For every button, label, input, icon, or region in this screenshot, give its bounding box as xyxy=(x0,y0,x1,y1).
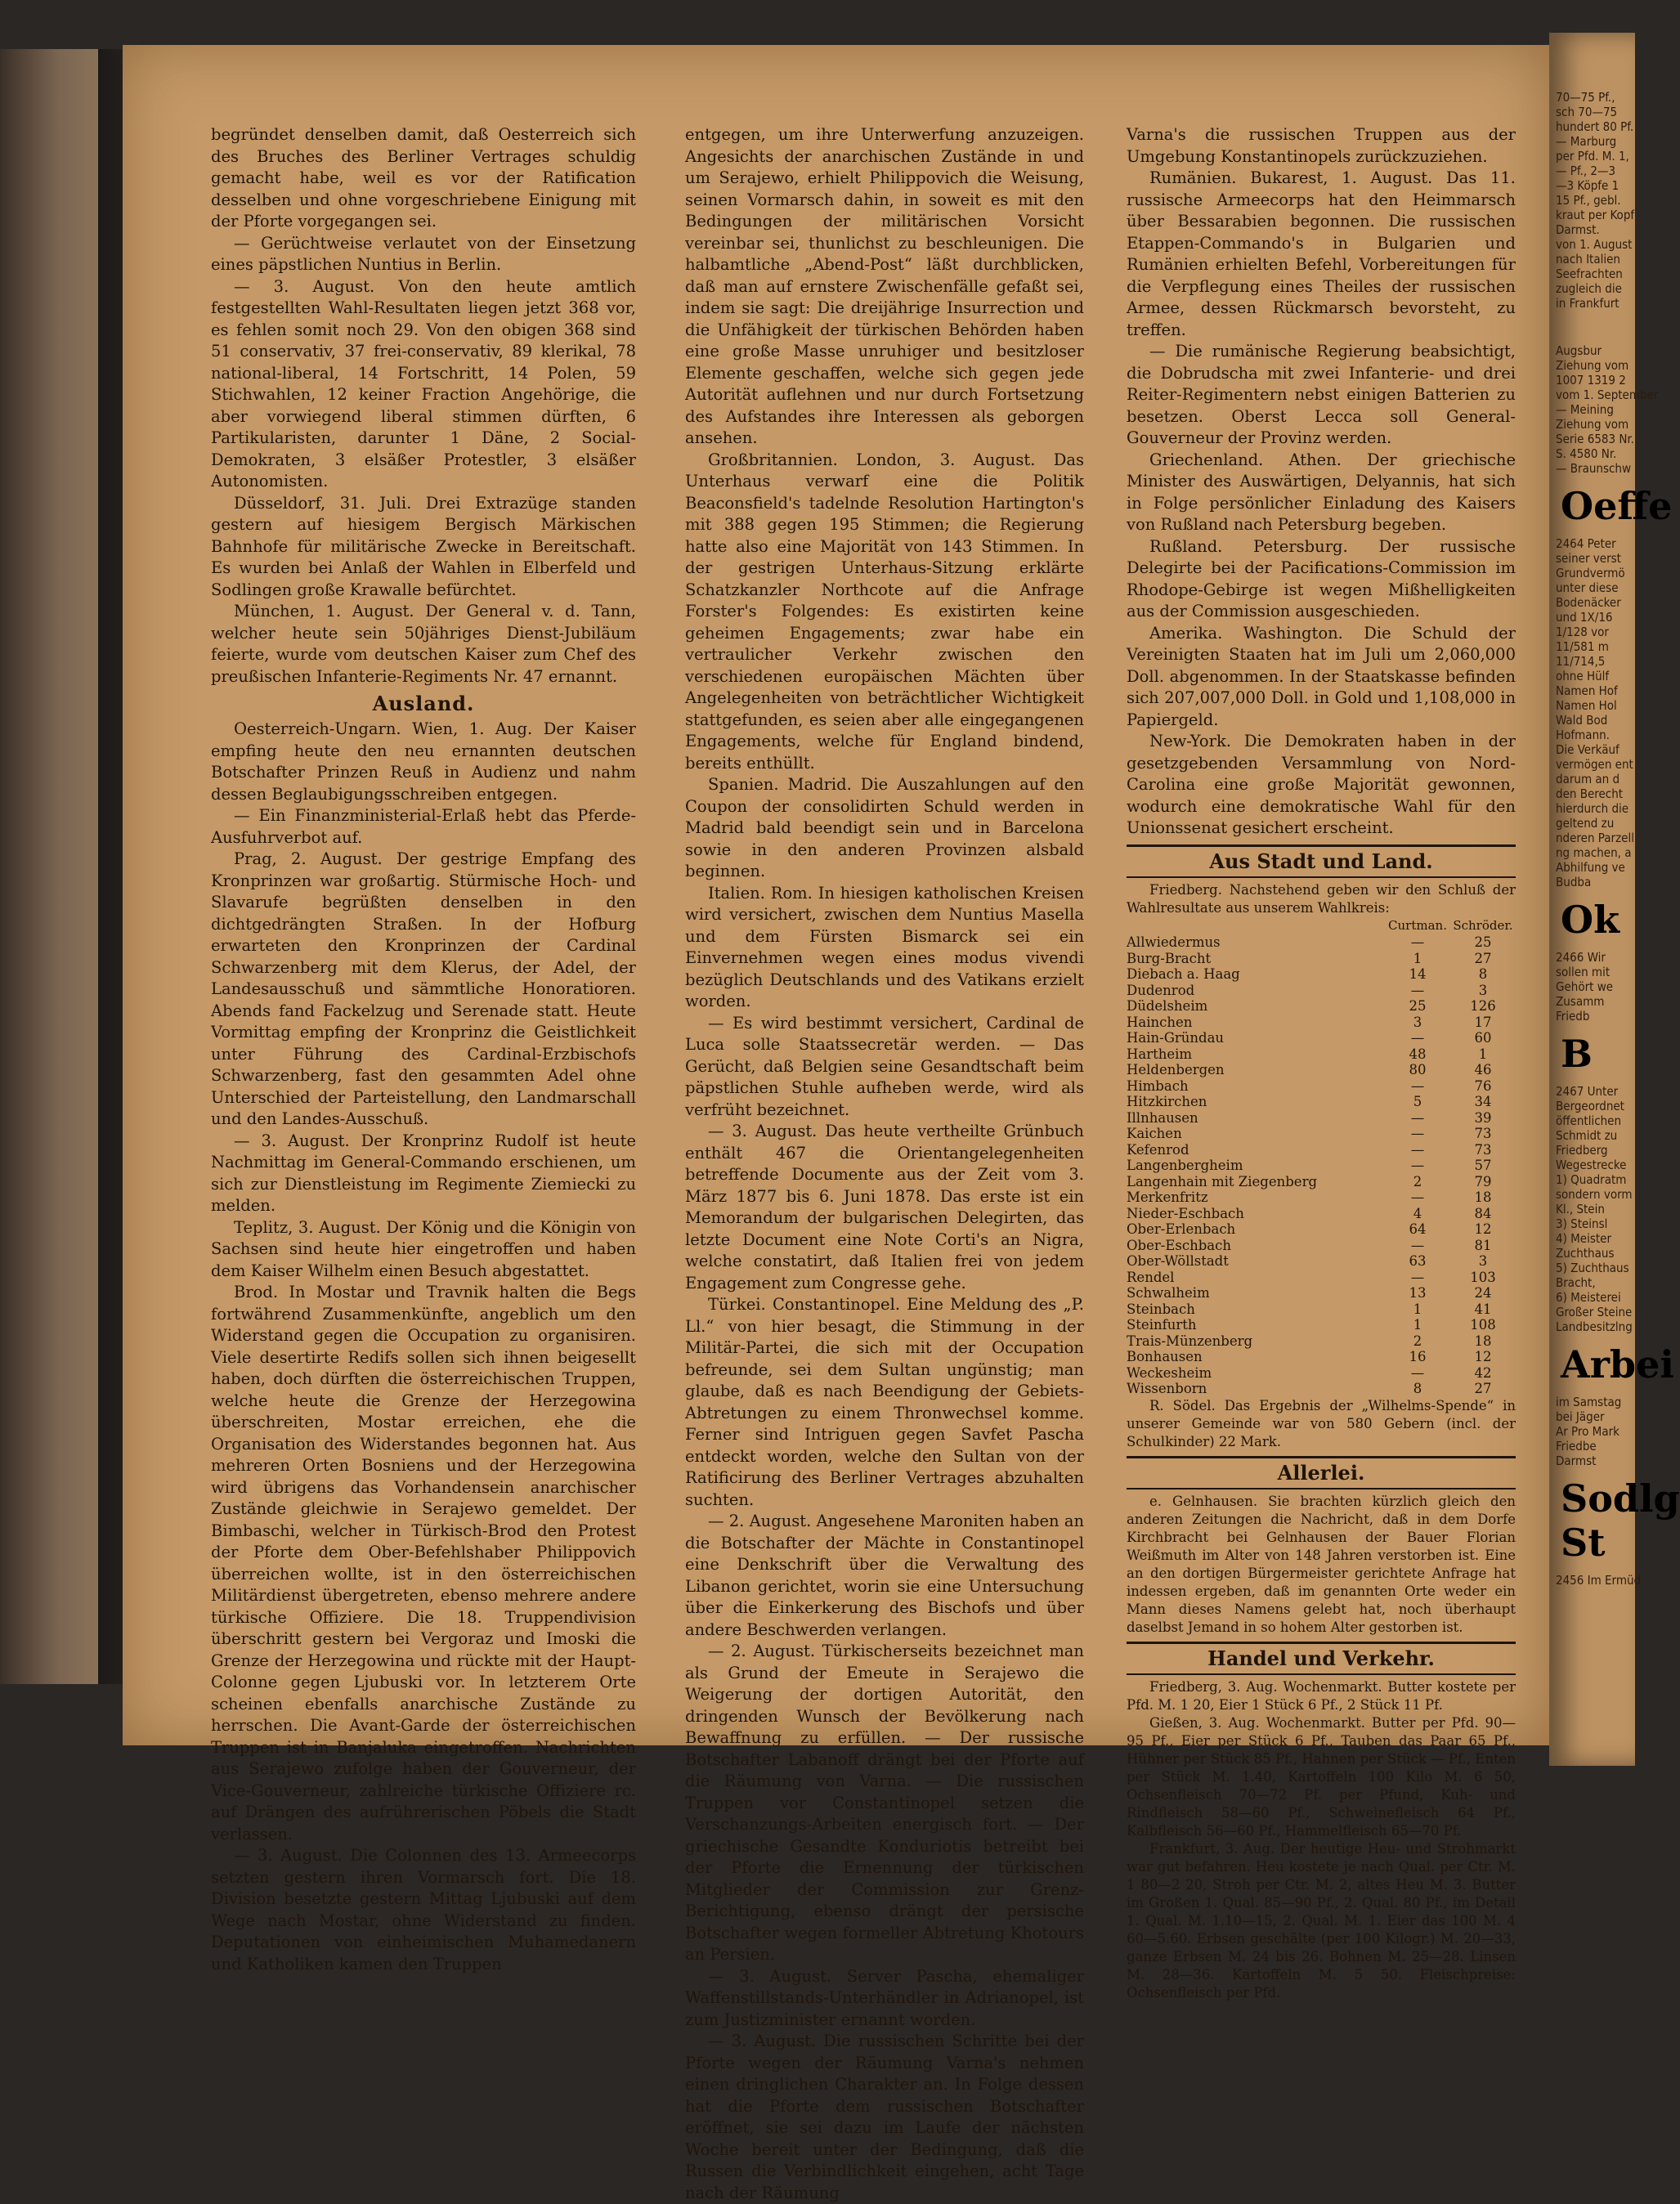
paragraph: Düsseldorf, 31. Juli. Drei Extrazüge standen gestern auf hiesigem Bergisch Märkischen Bahnhofe für militärische Zwecke in Bereitschaft. Es wurden bei Anlaß der Wahlen in Elberfeld und Sodlingen große Krawalle befürchtet. xyxy=(211,493,636,599)
strip-line: Wegestrecke xyxy=(1556,1158,1627,1172)
strip-line: Kl., Stein xyxy=(1556,1202,1605,1216)
section-heading-handel-und-verkehr: Handel und Verkehr. xyxy=(1127,1642,1516,1675)
table-row xyxy=(1127,1158,1516,1174)
strip-line: Hofmann. xyxy=(1556,728,1610,742)
strip-line: 15 Pf., gebl. xyxy=(1556,193,1621,208)
cell-schroeder: 17 xyxy=(1474,1014,1492,1030)
strip-heading: Sodlg St xyxy=(1561,1476,1680,1565)
cell-schroeder: 12 xyxy=(1474,1349,1492,1364)
strip-line: nderen Parzell xyxy=(1556,831,1634,845)
cell-schroeder: 57 xyxy=(1474,1158,1492,1173)
paragraph: Friedberg, 3. Aug. Wochenmarkt. Butter kostete per Pfd. M. 1 20, Eier 1 Stück 6 Pf., 2 Stück 11 Pf. xyxy=(1127,1678,1516,1713)
strip-line: Seefrachten xyxy=(1556,267,1623,281)
column-3 xyxy=(1127,124,1516,2002)
paragraph: Türkei. Constantinopel. Eine Meldung des „P. Ll.“ von hier besagt, die Stimmung in der Militär-Partei, die sich mit der Occupation befreunde, sei dem Sultan ungünstig; man glaube, daß es nach Beendigung der Gebiets-Abtretungen zu einem Thronwechsel komme. Ferner sind Intriguen gegen Savfet Pascha entdeckt worden, welche den Sultan von der Ratificirung des Berliner Vertrages abzuhalten suchten. xyxy=(685,1295,1084,1509)
cell-schroeder: 81 xyxy=(1474,1237,1492,1253)
cell-schroeder: 34 xyxy=(1474,1094,1492,1109)
paragraph: Rumänien. Bukarest, 1. August. Das 11. russische Armeecorps hat den Heimmarsch über Bessarabien begonnen. Die russischen Etappen-Commando's in Bulgarien und Rumänien erhielten Befehl, Vorbereitungen für die Verpflegung eines Theiles der russischen Armee, dessen Rückmarsch bevorsteht, zu treffen. xyxy=(1127,168,1516,339)
table-row xyxy=(1127,1206,1516,1222)
strip-line: von 1. August xyxy=(1556,237,1633,252)
cell-schroeder: 76 xyxy=(1474,1077,1492,1094)
cell-curtman: — xyxy=(1410,1189,1425,1205)
strip-line: und 1X/16 xyxy=(1556,610,1613,625)
paragraph: — Es wird bestimmt versichert, Cardinal de Luca solle Staatssecretär werden. — Das Gerücht, daß Belgien seine Gesandtschaft beim päpstlichen Stuhle aufheben werde, wird als verfrüht bezeichnet. xyxy=(685,1013,1084,1119)
table-row xyxy=(1127,951,1516,967)
cell-curtman: 4 xyxy=(1413,1205,1422,1221)
cell-schroeder: 3 xyxy=(1478,1253,1488,1269)
strip-line: 3) Steinsl xyxy=(1556,1216,1608,1231)
strip-line: vermögen ent xyxy=(1556,757,1633,772)
strip-line: Zuchthaus xyxy=(1556,1246,1615,1261)
cell-schroeder: 108 xyxy=(1470,1317,1496,1333)
cell-place: Dudenrod xyxy=(1127,982,1195,998)
cell-place: Rendel xyxy=(1127,1269,1175,1285)
cell-curtman: — xyxy=(1410,982,1425,998)
table-row xyxy=(1127,966,1516,983)
cell-schroeder: 8 xyxy=(1478,966,1488,982)
paragraph: Rußland. Petersburg. Der russische Delegirte bei der Pacifications-Commission im Rhodope-Gebirge ist wegen Mißhelligkeiten aus der Commission ausgeschieden. xyxy=(1127,536,1516,620)
table-row xyxy=(1127,1046,1516,1063)
strip-line: Großer Steine xyxy=(1556,1305,1633,1319)
strip-line: vom 1. September xyxy=(1556,387,1659,402)
paragraph: — Ein Finanzministerial-Erlaß hebt das Pferde-Ausfuhrverbot auf. xyxy=(211,806,636,847)
adjacent-page-strip xyxy=(1549,33,1680,1766)
cell-curtman: — xyxy=(1410,1109,1425,1126)
strip-line: Bergeordnet xyxy=(1556,1099,1624,1113)
paragraph: — Die rumänische Regierung beabsichtigt, die Dobrudscha mit zwei Infanterie- und drei Reiter-Regimentern nebst einigen Batterien zu besetzen. Oberst Lecca soll General-Gouverneur der Provinz werden. xyxy=(1127,342,1516,447)
cell-curtman: 80 xyxy=(1409,1062,1427,1077)
paragraph: entgegen, um ihre Unterwerfung anzuzeigen. Angesichts der anarchischen Zustände in und um Serajewo, erhielt Philippovich die Weisung, seinen Vormarsch dahin, in soweit es mit den Bedingungen der militärischen Vorsicht vereinbar sei, thunlichst zu beschleunigen. Die halbamtliche „Abend-Post“ läßt durchblicken, daß man auf ernstere Zwischenfälle gefaßt sei, indem sie sagt: Die dreijährige Insurrection und die Unfähigkeit der türkischen Behörden haben eine große Masse unruhiger und besitzloser Elemente geschaffen, welche sich gegen jede Autorität auflehnen und nur durch Fortsetzung des Aufstandes ihre Interessen als geborgen ansehen. xyxy=(685,125,1084,447)
strip-line: Ziehung vom xyxy=(1556,417,1629,432)
cell-place: Ober-Eschbach xyxy=(1127,1237,1231,1253)
cell-curtman: 1 xyxy=(1413,950,1422,966)
cell-curtman: 63 xyxy=(1409,1253,1427,1269)
strip-line: kraut per Kopf xyxy=(1556,208,1635,222)
cell-place: Ober-Wöllstadt xyxy=(1127,1253,1229,1269)
cell-schroeder: 18 xyxy=(1474,1333,1492,1349)
strip-line: hierdurch die xyxy=(1556,801,1629,816)
paragraph: Amerika. Washington. Die Schuld der Vereinigten Staaten hat im Juli um 2,060,000 Doll. abgenommen. In der Staatskasse befinden sich 207,007,000 Doll. in Gold und 1,108,000 in Papiergeld. xyxy=(1127,623,1516,729)
table-row xyxy=(1127,1317,1516,1333)
cell-place: Diebach a. Haag xyxy=(1127,966,1240,982)
cell-schroeder: 27 xyxy=(1474,950,1492,966)
cell-schroeder: 126 xyxy=(1470,998,1496,1014)
cell-place: Wissenborn xyxy=(1127,1381,1207,1396)
paragraph: Varna's die russischen Truppen aus der Umgebung Konstantinopels zurückzuziehen. xyxy=(1127,125,1516,166)
strip-line: geltend zu xyxy=(1556,816,1615,831)
column-header-place xyxy=(1127,917,1385,935)
cell-place: Bonhausen xyxy=(1127,1349,1203,1364)
cell-schroeder: 41 xyxy=(1474,1301,1492,1317)
cell-curtman: — xyxy=(1410,934,1425,950)
table-row xyxy=(1127,1270,1516,1286)
paragraph: Großbritannien. London, 3. August. Das Unterhaus verwarf eine die Politik Beaconsfield's tadelnde Resolution Hartington's mit 388 gegen 195 Stimmen; die Regierung hatte also eine Majorität von 143 Stimmen. In der gestrigen Unterhaus-Sitzung erklärte Schatzkanzler Northcote auf die Anfrage Forster's Folgendes: Es existirten keine geheimen Engagements; zwar habe ein vertraulicher Verkehr zwischen den verschiedenen europäischen Mächten über Angelegenheiten von beträchtlicher Wichtigkeit stattgefunden, es seien aber alle eingegangenen Engagements, welche für England bindend, bereits enthüllt. xyxy=(685,450,1084,773)
strip-line: per Pfd. M. 1, xyxy=(1556,149,1629,164)
strip-line: den Berecht xyxy=(1556,786,1624,801)
strip-line: im Samstag xyxy=(1556,1395,1622,1409)
cell-schroeder: 18 xyxy=(1474,1189,1492,1205)
paragraph: — 3. August. Server Pascha, ehemaliger Waffenstillstands-Unterhändler in Adrianopel, ist zum Justizminister ernannt worden. xyxy=(685,1966,1084,2029)
strip-line: Friedb xyxy=(1556,1009,1590,1024)
strip-line: Bracht, xyxy=(1556,1275,1596,1290)
strip-line: — Braunschw xyxy=(1556,461,1632,476)
paragraph: Griechenland. Athen. Der griechische Minister des Auswärtigen, Delyannis, hat sich in Folge persönlicher Einladung des Kaisers von Rußland nach Petersburg begeben. xyxy=(1127,450,1516,534)
cell-schroeder: 24 xyxy=(1474,1285,1492,1301)
cell-schroeder: 27 xyxy=(1474,1381,1492,1396)
cell-place: Langenbergheim xyxy=(1127,1158,1243,1173)
cell-curtman: 2 xyxy=(1413,1333,1422,1349)
strip-line: 1007 1319 2 xyxy=(1556,373,1626,387)
strip-line: nach Italien xyxy=(1556,252,1620,267)
election-results-table xyxy=(1127,917,1516,1397)
table-row xyxy=(1127,1030,1516,1046)
cell-place: Hain-Gründau xyxy=(1127,1030,1225,1046)
column-1 xyxy=(211,124,636,1975)
paragraph: e. Gelnhausen. Sie brachten kürzlich gleich den anderen Zeitungen die Nachricht, daß in dem Dorfe Kirchbracht bei Gelnhausen der Bauer Florian Weißmuth im Alter von 148 Jahren verstorben ist. Eine an den dortigen Bürgermeister gerichtete Anfrage hat indessen ergeben, daß im genannten Orte weder ein Mann dieses Namens gelebt hat, noch überhaupt daselbst Jemand in so hohem Alter gestorben ist. xyxy=(1127,1493,1516,1635)
paragraph: — 2. August. Angesehene Maroniten haben an die Botschafter der Mächte in Constantinopel eine Denkschrift über die Verwaltung des Libanon gerichtet, worin sie eine Untersuchung über die Einkerkerung des Bischofs und über andere Beschwerden verlangen. xyxy=(685,1512,1084,1639)
paragraph: Italien. Rom. In hiesigen katholischen Kreisen wird versichert, zwischen dem Nuntius Masella und dem Fürsten Bismarck sei ein Einvernehmen wegen eines modus vivendi bezüglich Deutschlands und des Vatikans erzielt worden. xyxy=(685,883,1084,1010)
strip-line: 2466 Wir xyxy=(1556,950,1606,965)
strip-line: 2456 Im Ermüd xyxy=(1556,1573,1642,1588)
cell-place: Steinfurth xyxy=(1127,1317,1197,1333)
cell-schroeder: 1 xyxy=(1478,1046,1488,1062)
cell-curtman: — xyxy=(1410,1141,1425,1158)
strip-line: Wald Bod xyxy=(1556,713,1608,728)
paragraph: — 3. August. Die russischen Schritte bei der Pforte wegen der Räumung Varna's nehmen einen dringlichen Charakter an. In Folge dessen hat die Pforte dem russischen Botschafter eröffnet, sie sei dazu im Laufe der nächsten Woche bereit unter der Bedingung, daß die Russen die Verbindlichkeit eingehen, acht Tage nach der Räumung xyxy=(685,2032,1084,2202)
strip-line: Ziehung vom xyxy=(1556,358,1629,373)
table-row xyxy=(1127,1015,1516,1031)
strip-line: — Pf., 2—3 xyxy=(1556,164,1616,178)
strip-line: Zusamm xyxy=(1556,994,1605,1009)
cell-curtman: 25 xyxy=(1409,998,1427,1014)
strip-line: Bodenäcker xyxy=(1556,595,1621,610)
strip-line: Augsbur xyxy=(1556,343,1602,358)
strip-line: Friedberg xyxy=(1556,1143,1608,1158)
strip-line: sollen mit xyxy=(1556,965,1611,979)
cell-place: Düdelsheim xyxy=(1127,998,1208,1014)
strip-line: sch 70—75 xyxy=(1556,105,1618,119)
strip-line: hundert 80 Pf. xyxy=(1556,119,1634,134)
table-row xyxy=(1127,983,1516,999)
section-heading-ausland: Ausland. xyxy=(372,692,475,715)
table-row xyxy=(1127,934,1516,951)
table-row xyxy=(1127,1285,1516,1301)
cell-place: Nieder-Eschbach xyxy=(1127,1205,1244,1221)
cell-schroeder: 73 xyxy=(1474,1126,1492,1141)
paragraph: — 3. August. Von den heute amtlich festgestellten Wahl-Resultaten liegen jetzt 368 vor, es fehlen somit noch 29. Von den obigen 368 sind 51 conservativ, 37 frei-conservativ, 89 klerikal, 78 national-liberal, 14 Fortschritt, 14 Polen, 59 Stichwahlen, 12 keiner Fraction Angehörige, die aber vorwiegend liberal stimmen dürften, 6 Partikularisten, darunter 1 Däne, 2 Social-Demokraten, 3 elsäßer Protestler, 3 elsäßer Autonomisten. xyxy=(211,276,636,491)
strip-line: 2464 Peter xyxy=(1556,536,1616,551)
cell-place: Hitzkirchen xyxy=(1127,1094,1207,1109)
table-row xyxy=(1127,1301,1516,1318)
strip-line: 70—75 Pf., xyxy=(1556,90,1615,105)
paragraph: — 3. August. Die Colonnen des 13. Armeecorps setzten gestern ihren Vormarsch fort. Die 18. Division besetzte gestern Mittag Ljubuski auf dem Wege nach Mostar, ohne Widerstand zu finden. Deputationen von einheimischen Muhamedanern und Katholiken kamen den Truppen xyxy=(211,1846,636,1973)
strip-line: Abhilfung ve xyxy=(1556,860,1625,875)
cell-place: Ober-Erlenbach xyxy=(1127,1221,1236,1237)
strip-line: ng machen, a xyxy=(1556,845,1632,860)
strip-line: zugleich die xyxy=(1556,281,1622,296)
table-row xyxy=(1127,1221,1516,1238)
cell-curtman: — xyxy=(1410,1237,1425,1253)
table-row xyxy=(1127,1110,1516,1127)
paragraph: Frankfurt, 3. Aug. Der heutige Heu- und Strohmarkt war gut befahren. Heu kostete je nach Qual. per Ctr. M. 1 80—2 20, Stroh per Ctr. M. 2, altes Heu M. 3. Butter im Großen 1. Qual. 85—90 Pf., 2. Qual. 80 Pf., im Detail 1. Qual. M. 1.10—15, 2. Qual. M. 1. Eier das 100 M. 4 60—5.60. Erbsen geschälte (per 100 Kilogr.) M. 20—33, ganze Erbsen M. 24 bis 26. Bohnen M. 25—28. Linsen M. 28—36. Kartoffeln M. 5 50. Fleischpreise: Ochsenfleisch per Pfd. xyxy=(1127,1840,1516,2000)
strip-line: Schmidt zu xyxy=(1556,1128,1618,1143)
strip-text-block xyxy=(1549,90,1635,311)
cell-place: Hartheim xyxy=(1127,1046,1193,1062)
table-row xyxy=(1127,1333,1516,1350)
strip-line: Darmst. xyxy=(1556,222,1600,237)
paragraph: — Gerüchtweise verlautet von der Einsetzung eines päpstlichen Nuntius in Berlin. xyxy=(211,233,636,274)
cell-curtman: 1 xyxy=(1413,1317,1422,1333)
strip-text-block xyxy=(1549,1084,1635,1334)
strip-line: Darmst xyxy=(1556,1454,1597,1468)
paragraph: — 2. August. Türkischerseits bezeichnet man als Grund der Emeute in Serajewo die Weigerung der dortigen Autorität, den dringenden Wunsch der Bevölkerung nach Bewaffnung zu erfüllen. — Der russische Botschafter Labanoff drängt bei der Pforte auf die Räumung von Varna. — Die russischen Truppen vor Constantinopel setzen die Verschanzungs-Arbeiten energisch fort. — Der griechische Gesandte Konduriotis betreibt bei der Pforte die Ernennung der türkischen Mitglieder der Commission zur Grenz-Berichtigung, ebenso drängt der persische Botschafter wegen formeller Abtretung Khotours an Persien. xyxy=(685,1642,1084,1964)
cell-place: Illnhausen xyxy=(1127,1109,1198,1126)
strip-text-block xyxy=(1549,343,1659,476)
table-row xyxy=(1127,998,1516,1015)
strip-line: — Marburg xyxy=(1556,134,1617,149)
cell-schroeder: 12 xyxy=(1474,1221,1492,1237)
strip-heading: B xyxy=(1561,1032,1593,1076)
strip-line: 6) Meisterei xyxy=(1556,1290,1621,1305)
strip-line: Serie 6583 Nr. xyxy=(1556,432,1634,446)
strip-line: Landbesitzlng xyxy=(1556,1319,1633,1334)
strip-line: Die Verkäuf xyxy=(1556,742,1620,757)
paragraph: Spanien. Madrid. Die Auszahlungen auf den Coupon der consolidirten Schuld werden in Madrid bald beendigt sein und in Barcelona sowie in den anderen Provinzen alsbald beginnen. xyxy=(685,775,1084,880)
strip-line: sondern vorm xyxy=(1556,1187,1633,1202)
table-row xyxy=(1127,1253,1516,1270)
cell-place: Burg-Bracht xyxy=(1127,950,1212,966)
cell-curtman: 48 xyxy=(1409,1046,1427,1062)
cell-curtman: 2 xyxy=(1413,1173,1422,1189)
cell-schroeder: 60 xyxy=(1474,1030,1492,1046)
cell-curtman: 3 xyxy=(1413,1014,1422,1030)
strip-line: 4) Meister xyxy=(1556,1231,1612,1246)
paragraph: Prag, 2. August. Der gestrige Empfang des Kronprinzen war großartig. Stürmische Hoch- und Slavarufe begrüßten denselben in den dichtgedrängten Straßen. In der Hofburg erwarteten den Kronprinzen der Cardinal Schwarzenberg mit dem Klerus, der Adel, der Landesausschuß und sämmtliche Honoratioren. Abends fand Fackelzug und Serenade statt. Heute Vormittag empfing der Kronprinz die Geistlichkeit unter Führung des Cardinal-Erzbischofs Schwarzenberg, fast den gesammten Adel ohne Unterschied der Parteistellung, den Landmarschall und den Landes-Ausschuß. xyxy=(211,849,636,1128)
strip-line: seiner verst xyxy=(1556,551,1621,566)
cell-schroeder: 39 xyxy=(1474,1109,1492,1126)
cell-curtman: — xyxy=(1410,1269,1425,1285)
cell-curtman: — xyxy=(1410,1126,1425,1141)
table-row xyxy=(1127,1094,1516,1110)
table-row xyxy=(1127,1126,1516,1142)
cell-schroeder: 25 xyxy=(1474,934,1492,950)
strip-line: bei Jäger xyxy=(1556,1409,1605,1424)
cell-curtman: — xyxy=(1410,1158,1425,1173)
paragraph: München, 1. August. Der General v. d. Tann, welcher heute sein 50jähriges Dienst-Jubiläum feierte, wurde vom deutschen Kaiser zum Chef des preußischen Infanterie-Regiments Nr. 47 ernannt. xyxy=(211,602,636,686)
cell-schroeder: 103 xyxy=(1470,1269,1496,1285)
cell-curtman: 5 xyxy=(1413,1094,1422,1109)
strip-line: S. 4580 Nr. xyxy=(1556,446,1617,461)
cell-schroeder: 3 xyxy=(1478,982,1488,998)
cell-place: Steinbach xyxy=(1127,1301,1195,1317)
cell-curtman: 13 xyxy=(1409,1285,1427,1301)
strip-line: 11/581 m xyxy=(1556,639,1609,654)
strip-line: Gehört we xyxy=(1556,979,1614,994)
cell-place: Kaichen xyxy=(1127,1126,1182,1141)
table-row xyxy=(1127,1078,1516,1095)
cell-place: Merkenfritz xyxy=(1127,1189,1208,1205)
cell-curtman: 8 xyxy=(1413,1381,1422,1396)
strip-line: Friedbe xyxy=(1556,1439,1597,1454)
table-row xyxy=(1127,1349,1516,1365)
strip-line: unter diese xyxy=(1556,580,1619,595)
paragraph: — 3. August. Das heute vertheilte Grünbuch enthält 467 die Orientangelegenheiten betreffende Documente aus der Zeit vom 3. März 1877 bis 6. Juni 1878. Das erste ist ein Memorandum der bulgarischen Delegirten, das letzte Document eine Note Corti's an Nigra, welche constatirt, daß Italien frei von jedem Engagement zum Congresse gehe. xyxy=(685,1122,1084,1292)
cell-schroeder: 46 xyxy=(1474,1062,1492,1077)
cell-curtman: — xyxy=(1410,1364,1425,1381)
paragraph: — 3. August. Der Kronprinz Rudolf ist heute Nachmittag im General-Commando erschienen, um sich zur Dienstleistung im Regimente Ziemiecki zu melden. xyxy=(211,1131,636,1215)
strip-line: darum an d xyxy=(1556,772,1620,786)
strip-line: in Frankfurt xyxy=(1556,296,1620,311)
strip-line: 2467 Unter xyxy=(1556,1084,1619,1099)
cell-place: Weckesheim xyxy=(1127,1364,1212,1381)
strip-line: 11/714,5 xyxy=(1556,654,1606,669)
strip-line: — Meining xyxy=(1556,402,1614,417)
cell-curtman: 1 xyxy=(1413,1301,1422,1317)
cell-place: Kefenrod xyxy=(1127,1141,1189,1158)
table-row xyxy=(1127,1238,1516,1254)
cell-place: Heldenbergen xyxy=(1127,1062,1225,1077)
paragraph: New-York. Die Demokraten haben in der gesetzgebenden Versammlung von Nord-Carolina eine große Majorität gewonnen, wodurch eine demokratische Wahl für den Unionssenat gesichert erscheint. xyxy=(1127,732,1516,837)
strip-heading: Ok xyxy=(1561,898,1620,942)
cell-place: Schwalheim xyxy=(1127,1285,1210,1301)
table-row xyxy=(1127,1142,1516,1158)
strip-text-block xyxy=(1549,950,1635,1024)
section-heading-aus-stadt-und-land: Aus Stadt und Land. xyxy=(1127,844,1516,878)
paragraph: Gießen, 3. Aug. Wochenmarkt. Butter per Pfd. 90—95 Pf., Eier per Stück 6 Pf., Tauben das Paar 65 Pf., Hühner per Stück 85 Pf., Hahnen per Stück — Pf., Enten per Stück M. 1.40, Kartoffeln 100 Kilo M. 6 50, Ochsenfleisch 70—72 Pf. per Pfund, Kuh- und Rindfleisch 58—60 Pf., Schweinefleisch 64 Pf., Kalbfleisch 56—60 Pf., Hammelfleisch 65—70 Pf. xyxy=(1127,1714,1516,1839)
cell-place: Trais-Münzenberg xyxy=(1127,1333,1253,1349)
strip-line: Budba xyxy=(1556,875,1592,889)
cell-place: Allwiedermus xyxy=(1127,934,1221,950)
paragraph: R. Södel. Das Ergebnis der „Wilhelms-Spende“ in unserer Gemeinde war von 580 Gebern (incl. der Schulkinder) 22 Mark. xyxy=(1127,1397,1516,1449)
cell-curtman: 64 xyxy=(1409,1221,1427,1237)
table-row xyxy=(1127,1189,1516,1206)
paragraph: Brod. In Mostar und Travnik halten die Begs fortwährend Zusammenkünfte, angeblich um den Widerstand gegen die Occupation zu organisiren. Viele desertirte Redifs sollen sich ihnen beigesellt haben, doch dürften die österreichischen Truppen, welche heute die Grenze der Herzegowina überschreiten, Mostar erreichen, ehe die Organisation des Widerstandes begonnen hat. Aus mehreren Orten Bosniens und der Herzegowina wird übrigens das Vorhandensein anarchischer Zustände gleichwie in Serajewo gemeldet. Der Bimbaschi, welcher in Türkisch-Brod den Protest der Pforte dem Ober-Befehlshaber Philippovich überreichen wollte, ist in den österreichischen Militärdienst übergetreten, ebenso mehrere andere türkische Offiziere. Die 18. Truppendivision überschritt gestern bei Vergoraz und Imoski die Grenze der Herzegowina und rückte mit der Haupt-Colonne gegen Ljubuski vor. In letzterem Orte scheinen ebenfalls anarchische Zustände zu herrschen. Die Avant-Garde der österreichischen Truppen ist in Banjaluka eingetroffen. Nachrichten aus Serajewo zufolge haben der Gouverneur, der Vice-Gouverneur, zahlreiche türkische Offiziere rc. auf Drängen des aufrührerischen Pöbels die Stadt verlassen. xyxy=(211,1283,636,1843)
cell-schroeder: 79 xyxy=(1474,1173,1492,1189)
strip-line: 1) Quadratm xyxy=(1556,1172,1627,1187)
table-row xyxy=(1127,1365,1516,1382)
strip-line: 5) Zuchthaus xyxy=(1556,1261,1629,1275)
strip-heading: Arbei xyxy=(1561,1342,1674,1386)
strip-text-block xyxy=(1549,1573,1642,1588)
table-row xyxy=(1127,1381,1516,1397)
strip-heading: Oeffe xyxy=(1561,484,1673,528)
strip-text-block xyxy=(1549,1395,1635,1468)
column-header-schroeder: Schröder. xyxy=(1453,917,1513,933)
column-2 xyxy=(685,124,1084,2204)
cell-curtman: 16 xyxy=(1409,1349,1427,1364)
cell-place: Hainchen xyxy=(1127,1014,1193,1030)
cell-place: Langenhain mit Ziegenberg xyxy=(1127,1173,1318,1189)
paragraph: Friedberg. Nachstehend geben wir den Schluß der Wahlresultate aus unserem Wahlkreis: xyxy=(1127,881,1516,916)
book-page-edges xyxy=(0,49,98,1684)
strip-line: Namen Hol xyxy=(1556,698,1617,713)
table-header-row xyxy=(1127,917,1516,935)
paragraph: Oesterreich-Ungarn. Wien, 1. Aug. Der Kaiser empfing heute den neu ernannten deutschen Botschafter Prinzen Reuß in Audienz und nahm dessen Beglaubigungsschreiben entgegen. xyxy=(211,719,636,804)
column-header-curtman: Curtman. xyxy=(1388,917,1447,933)
cell-curtman: — xyxy=(1410,1030,1425,1046)
section-heading-allerlei: Allerlei. xyxy=(1127,1456,1516,1489)
cell-curtman: 14 xyxy=(1409,966,1427,982)
cell-place: Himbach xyxy=(1127,1077,1189,1094)
strip-line: Grundvermö xyxy=(1556,566,1625,580)
strip-line: Namen Hof xyxy=(1556,683,1618,698)
cell-schroeder: 42 xyxy=(1474,1364,1492,1381)
strip-line: öffentlichen xyxy=(1556,1113,1622,1128)
strip-line: —3 Köpfe 1 xyxy=(1556,178,1620,193)
table-row xyxy=(1127,1062,1516,1078)
cell-curtman: — xyxy=(1410,1077,1425,1094)
cell-schroeder: 73 xyxy=(1474,1141,1492,1158)
paragraph: Teplitz, 3. August. Der König und die Königin von Sachsen sind heute hier eingetroffen und haben dem Kaiser Wilhelm einen Besuch abgestattet. xyxy=(211,1217,636,1280)
election-results-body xyxy=(1127,934,1516,1397)
table-row xyxy=(1127,1174,1516,1190)
strip-line: ohne Hülf xyxy=(1556,669,1610,683)
strip-text-block xyxy=(1549,536,1635,889)
strip-line: Ar Pro Mark xyxy=(1556,1424,1620,1439)
paragraph: begründet denselben damit, daß Oesterreich sich des Bruches des Berliner Vertrages schuldig gemacht habe, weil es vor der Ratification desselben und ohne vorgeschriebene Einigung mit der Pforte vorgegangen sei. xyxy=(211,125,636,231)
strip-line: 1/128 vor xyxy=(1556,625,1609,639)
cell-schroeder: 84 xyxy=(1474,1205,1492,1221)
